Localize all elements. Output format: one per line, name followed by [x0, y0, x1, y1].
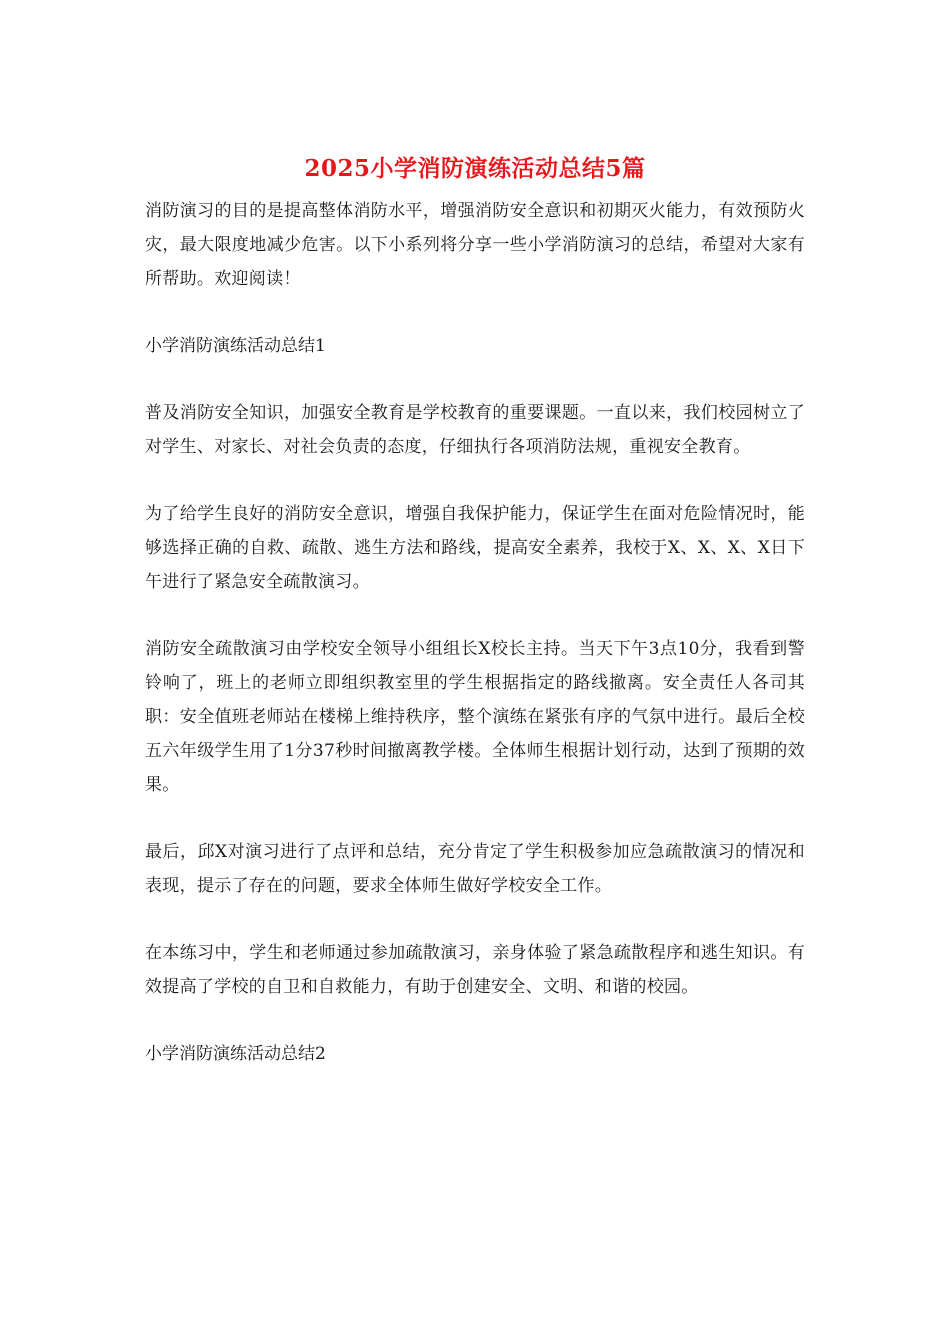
paragraph: 在本练习中，学生和老师通过参加疏散演习，亲身体验了紧急疏散程序和逃生知识。有效提高了学校的自卫和自救能力，有助于创建安全、文明、和谐的校园。: [145, 943, 805, 997]
paragraph: 消防安全疏散演习由学校安全领导小组组长X校长主持。当天下午3点10分，我看到警铃响了，班上的老师立即组织教室里的学生根据指定的路线撤离。安全责任人各司其职：安全值班老师站在楼梯上维持秩序，整个演练在紧张有序的气氛中进行。最后全校五六年级学生用了1分37秒时间撤离教学楼。全体师生根据计划行动，达到了预期的效果。: [145, 639, 805, 795]
paragraph: 为了给学生良好的消防安全意识，增强自我保护能力，保证学生在面对危险情况时，能够选择正确的自救、疏散、逃生方法和路线，提高安全素养，我校于X、X、X、X日下午进行了紧急安全疏散演习。: [145, 504, 805, 592]
document-body: [145, 194, 805, 1104]
document-title: 2025小学消防演练活动总结5篇: [304, 155, 646, 182]
section-heading-1: 小学消防演练活动总结1: [145, 336, 326, 356]
paragraph: 最后，邱X对演习进行了点评和总结，充分肯定了学生积极参加应急疏散演习的情况和表现，提示了存在的问题，要求全体师生做好学校安全工作。: [145, 842, 805, 896]
intro-paragraph: 消防演习的目的是提高整体消防水平，增强消防安全意识和初期灭火能力，有效预防火灾，最大限度地减少危害。以下小系列将分享一些小学消防演习的总结，希望对大家有所帮助。欢迎阅读！: [145, 201, 805, 289]
section-heading-2: 小学消防演练活动总结2: [145, 1044, 326, 1064]
paragraph: 普及消防安全知识，加强安全教育是学校教育的重要课题。一直以来，我们校园树立了对学生、对家长、对社会负责的态度，仔细执行各项消防法规，重视安全教育。: [145, 403, 805, 457]
